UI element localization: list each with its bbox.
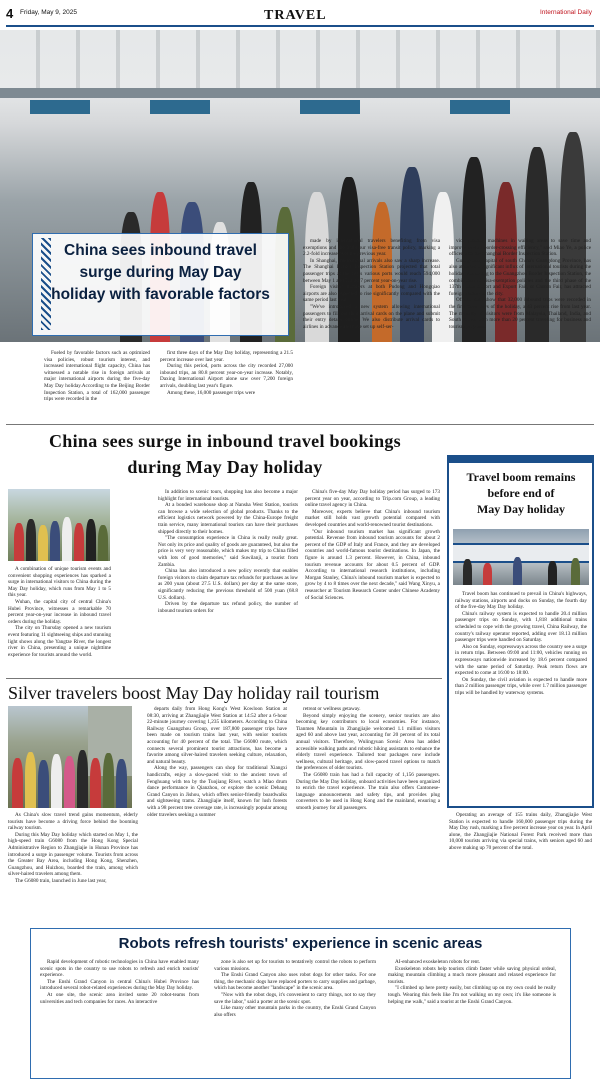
article2-col1: A combination of unique tourism events and convenient shopping experiences has sparked a surge in international visitors to China during the May Day holiday, which runs from May 1 to 5 this year. Wuhan, the capital city of central China's Hubei Province, witnesses a remarkable 70 percent year-on-year increase in inbound travel orders during the holiday. The city on Thursday opened a new tourism event featuring 11 sightseeing ships and stunning light shows along the Yangtze River, the longest river in China, presenting a unique nighttime experience for tourists around the world. — [8, 566, 111, 658]
page-number: 4 — [6, 6, 14, 21]
article4-box — [30, 928, 571, 1079]
article3-col1: As China's slow travel trend gains momentum, elderly tourists have become a driving force behind the booming railway tourism. During this May Day holiday which started on May 1, the high-speed train G6080 from the Hong Kong Special Administrative Region to Zhangjiajie in Hunan Province has introduced a surge in passenger volume. Tourists from across the Greater Bay Area, including Hong Kong, Shenzhen, Guangzhou, and Huizhou, boarded the train, among which silver-haired travelers among them. The G6080 train, launched in June last year, — [8, 812, 138, 884]
article2-col3: China's five-day May Day holiday period has surged to 173 percent year on year, according to Trip.com Group, a leading online travel agency in China. Moreover, experts believe that China's inbound tourism market still holds vast growth potential compared with developed countries and world-renowned tourist destinations. "Our inbound tourism market has significant growth potential. Revenue from inbound tourism accounts for about 2 percent of the GDP of Italy and France, and they are developed countries and world-famous tourist destinations. In Japan, the figure is around 1.3 percent. However, in China, inbound tourism revenue accounts for about 0.5 percent of GDP. According to international research institutions, including Morgan Stanley, China's inbound tourism market is expected to grow by 4 to 8 times over the next decade," said Wang Xinyu, a researcher at Tourism Research Center under Chinese Academy of Social Sciences. — [305, 489, 440, 601]
article1-title-box — [32, 233, 289, 336]
article3-col2: departs daily from Hong Kong's West Kowloon Station at 08:30, arriving at Zhangjiajie West Station at 14:52 after a 6-hour 22-minute journey covering 1,235 kilometers. According to China Railway Guangzhou Group, over 187,800 passenger trips have been made on tourism trains last year, with senior tourists accounting for 40 percent of the total. The G6080 route, which connects several prominent tourist attractions, has become a favorite among silver-haired travelers seeking culture, relaxation, and natural beauty. Along the way, passengers can shop for traditional Xiangxi handicrafts, enjoy a slow-paced visit to the ancient town of Fenghuang with tea by the Tuojiang River, watch a Miao drum dance performance in Qianzhou, or explore the scenic Dehang Grand Canyon in Jishou, which offers senior-friendly boardwalks and sightseeing trams. Zhangjiajie itself, known for lush forests with a 98 percent tree coverage rate, is increasingly popular among older travelers seeking a summer — [147, 706, 287, 818]
article1-col2: first three days of the May Day holiday, representing a 21.5 percent increase over last year. During this period, ports across the city recorded 27,000 inbound trips, an 80.8 percent year-on-year increase. Notably, Daxing International Airport alone saw over 7,200 foreign arrivals, doubling last year's figure. Among these, 16,000 passenger trips were — [160, 350, 293, 396]
article3-col3: retreat or wellness getaway. Beyond simply enjoying the scenery, senior tourists are also becoming key contributors to local economies. For instance, Tianmen Mountain in Zhangjiajie welcomed 1.1 million visitors aged 60 and above last year, accounting for 20 percent of its total annual visitors. Therefore, Wulingyuan Scenic Area has added accessible walking paths and robotic hiking assistants to enhance the elderly travel experience. Tailored tour packages now include wellness, cultural heritage, and slow-paced travel options to match the preferences of older tourists. The G6080 train has had a full capacity of 1,156 passengers. During the May Day holiday, onboard activities have been organized to enrich the travel experience. The train also offers Cantonese-language announcements and safety tips, and provides plug converters to be used in Hong Kong and the mainland, ensuring a smooth journey for all passengers. — [296, 706, 440, 811]
article4-col2: zone is also set up for tourists to tentatively control the robots to perform various missions. The Enshi Grand Canyon also uses robot dogs for other tasks. For one thing, the mechanic dogs have replaced porters to carry supplies and garbage, which has become another "landscape" in the scenic area. "Now with the robot dogs, it's convenient to carry things, not to say they save the labor," said a porter at the scenic spot. Like many other mountain parks in the country, the Enshi Grand Canyon also offers — [214, 959, 376, 1018]
article4-title: Robots refresh tourists' experience in scenic areas — [118, 935, 483, 952]
article4-col1: Rapid development of robotic technologies in China have enabled many scenic spots in the country to use robots to refresh and enrich tourists' experience. The Enshi Grand Canyon in central China's Hubei Province has introduced several robot-related experiences during the May Day holiday. At one site, the scenic area invited some 20 robot-teams from universities and tech companies for races. An interactive — [40, 959, 199, 1005]
article3-title: Silver travelers boost May Day holiday rail tourism — [8, 683, 380, 703]
article3-col4: Operating an average of 155 trains daily, Zhangjiajie West Station is expected to handle 160,000 passenger trips during the May Day rush, marking a five percent increase year on year. In April alone, the Zhangjiajie National Forest Park received more than 10,000 tourists arriving via special trains, with seniors aged 60 and above making up 70 percent of the total. — [449, 812, 592, 851]
issue-date: Friday, May 9, 2025 — [20, 9, 77, 16]
tourist-group-photo — [8, 489, 110, 561]
article1-col3: made by international travelers benefiting from visa exemptions and the 240-hour visa-free transit policy, marking a 2.2-fold increase over the previous year. In Shanghai, international arrivals also saw a sharp increase. The Shanghai Border Inspection Station projected that total passenger trips at the city's various ports would reach 594,000 between May 1 and 5, a 30.7 percent year-on-year rise. Foreign visitor numbers at both Pudong and Hongqiao airports are also expected to rise significantly compared with the same period last year. "We've introduced a new system allowing international passengers to fill out their arrival cards on the plane and submit their entry details online. We also distribute arrival cards to airlines in advance and have set up self-ser- — [303, 238, 440, 330]
article2-col2: In addition to scenic tours, shopping has also become a major highlight for international tourists. At a bonded warehouse shop at Nansha West Station, tourists can browse a wide selection of global products. Thanks to the efficient logistics network powered by the China-Europe freight train service, many international tourists can have their purchases shipped directly to their homes. "The consumption experience in China is really really great. Not only its price and quality of goods are guaranteed, but also the price is very very reasonable, which makes my trip to China filled with lots of good memories," said Suwilanji, a tourist from Zambia. China has also introduced a new policy recently that enables foreign visitors to claim departure tax refunds for purchases as low as 200 yuan (about 27.5 U.S. dollars) per day at the same store, significantly reducing the previous threshold of 500 yuan (68.8 U.S. dollars). Driven by the departure tax refund policy, the number of inbound tourism orders for — [158, 489, 298, 614]
sidebar-title: Travel boom remains before end of May Day holiday — [466, 470, 576, 516]
section-divider — [6, 424, 594, 425]
header-rule — [6, 25, 594, 27]
train-platform-photo — [453, 529, 589, 585]
article1-col4: vice printing machines in waiting areas to save time and improve overall border-crossing efficiency," said Miao Ye, a police officer with the Shanghai Border Inspection Station. Guangzhou, capital of south China's Guangdong Province, has also attracted a significant influx of international tourists during the holiday. According to the Guangzhou Border Inspection Station, the combination of visa-exemption policies and the third phase of the 137th China Import and Export Fair, or Canton Fair, has attracted foreign visitors to the city. Official data show that 32,000 inbound trips were recorded in the first three days of the holiday, a 43 percent rise from last year. The majority of visitors were from Malaysia, Thailand, India, and South Korea, with more than 20 percent traveling for business and tourism purposes. — [449, 238, 591, 330]
paper-name: International Daily — [539, 9, 592, 16]
sidebar-box — [447, 455, 594, 808]
silver-travelers-photo — [8, 706, 132, 808]
section-divider-2 — [6, 678, 442, 679]
sidebar-text: Travel boom has continued to prevail in China's highways, railway stations, airports and docks on Sunday, the fourth day of the five-day May Day holiday. China's railway system is expected to handle 20.4 million passenger trips on Sunday, with 1,818 additional trains scheduled to cope with the growing travel, China Railway, the country's railway operator reported, adding over 18.13 million passenger trips were handled on Saturday. Also on Sunday, expressways across the country see a surge in return trips. Between 09:00 and 11:00, vehicles running on expressways nationwide increased by 18.6 percent compared with the same period of Saturday. Peak return flows are expected to come at 16:00 to 18:00. On Sunday, the civil aviation is expected to handle more than 2 million passenger trips, while over 1.7 million passenger trips will be handled by waterway systems. — [455, 591, 587, 696]
article4-col3: AI-enhanced exoskeleton robots for rent. Exoskeleton robots help tourists climb faster while saving physical ordeal, making mountain climbing a much more pleasant and relaxed experience for tourists. "I climbed up here pretty easily, but climbing up on my own could be really tough. Wearing this feels like I'm not walking on my own; it's like someone is helping me walk," said a tourist at the Enshi Grand Canyon. — [388, 959, 556, 1005]
article1-title: China sees inbound travel surge during May Day holiday with favorable factors — [51, 242, 270, 303]
section-title: TRAVEL — [264, 8, 327, 23]
article2-title: China sees surge in inbound travel bookings during May Day holiday — [49, 431, 401, 477]
sidebar-top-bar — [447, 455, 594, 463]
article1-col1: Fueled by favorable factors such as optimized visa policies, robust tourism interest, and increased international flight capacity, China has witnessed a notable rise in foreign arrivals at major international airports during the five-day May Day holiday.According to the Beijing Border Inspection Station, a total of 162,000 passenger trips were recorded in the — [44, 350, 150, 403]
